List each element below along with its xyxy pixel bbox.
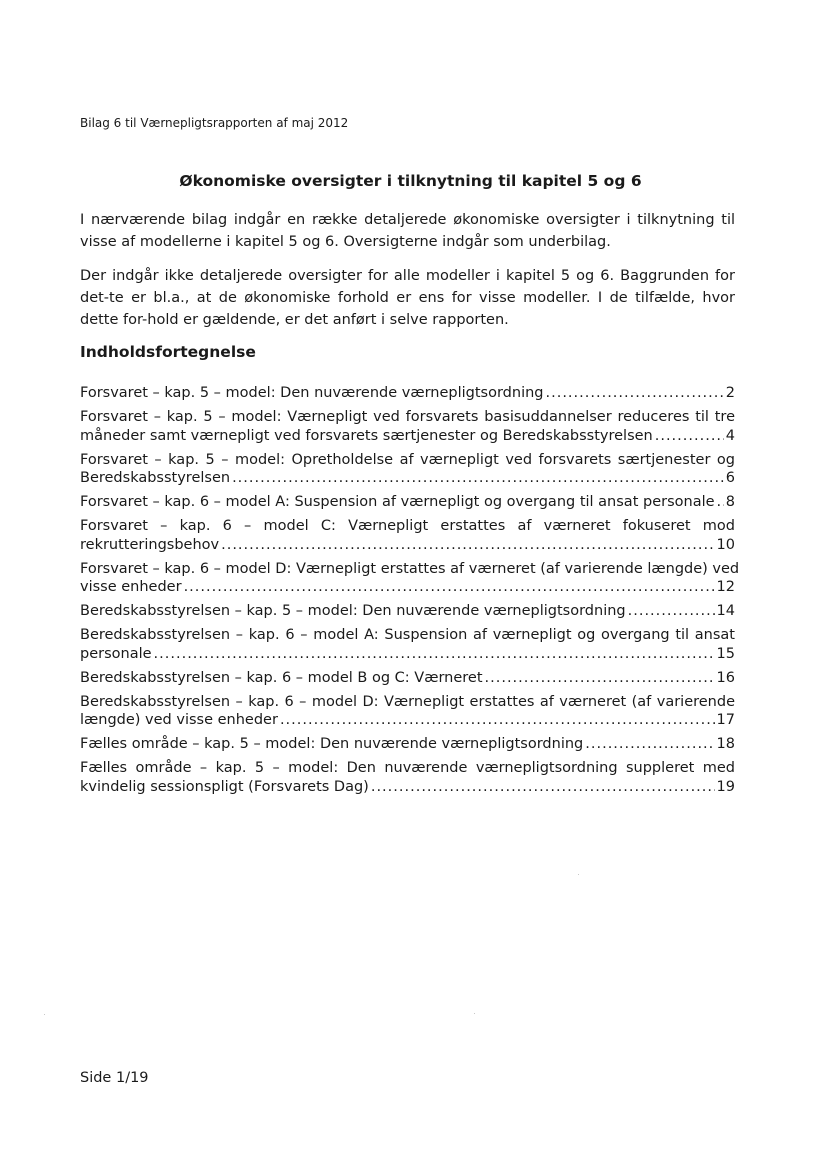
toc-entry[interactable] <box>80 759 735 796</box>
toc-entry-title: Beredskabsstyrelsen <box>80 470 231 486</box>
toc-leader-dots <box>546 384 724 403</box>
toc-entry-title-line1: Forsvaret – kap. 5 – model: Værnepligt ved forsvarets basisuddannelser reduceres til tre <box>80 409 735 425</box>
toc-entry-title: længde) ved visse enheder <box>80 712 278 728</box>
scan-speck <box>44 1014 45 1015</box>
toc-leader-dots <box>485 669 715 688</box>
toc-page-number: 12 <box>716 579 735 595</box>
toc-entry-title: måneder samt værnepligt ved forsvarets særtjenester og Beredskabsstyrelsen <box>80 427 653 444</box>
toc-page-number: 8 <box>725 494 735 510</box>
toc-entry-title: Fælles område – kap. 5 – model: Den nuværende værnepligtsordning <box>80 736 584 752</box>
page-footer: Side 1/19 <box>80 1070 149 1086</box>
toc-leader-dots <box>371 778 715 797</box>
toc-page-number: 2 <box>725 385 735 401</box>
toc-entry-title-line1: Fælles område – kap. 5 – model: Den nuværende værnepligtsordning suppleret med <box>80 760 735 776</box>
toc-entry-title: Beredskabsstyrelsen – kap. 6 – model B og C: Værneret <box>80 669 483 686</box>
scan-speck <box>578 874 579 875</box>
toc-entry-title: personale <box>80 645 152 662</box>
toc-entry[interactable] <box>80 517 735 554</box>
toc-entry-title: Forsvaret – kap. 6 – model A: Suspension af værnepligt og overgang til ansat personale <box>80 494 715 510</box>
toc-page-number: 4 <box>725 427 735 444</box>
toc-leader-dots <box>154 645 715 664</box>
toc-entry-title-line1: Forsvaret – kap. 6 – model D: Værnepligt erstattes af værneret (af varierende længde) ved <box>80 560 740 577</box>
intro-paragraph: I nærværende bilag indgår en række detaljerede økonomiske oversigter i tilknytning til visse af modellerne i kapitel 5 og 6. Oversigterne indgår som underbilag. <box>80 212 735 250</box>
toc-entry-title-line1: Forsvaret – kap. 5 – model: Opretholdelse af værnepligt ved forsvarets særtjenester og <box>80 451 735 468</box>
toc-entry-title-line1: Forsvaret – kap. 6 – model C: Værnepligt erstattes af værneret fokuseret mod <box>80 518 735 534</box>
toc-leader-dots <box>717 493 724 512</box>
toc-entry[interactable] <box>80 384 735 403</box>
toc-entry-title: Beredskabsstyrelsen – kap. 5 – model: Den nuværende værnepligtsordning <box>80 603 626 619</box>
toc-entry[interactable] <box>80 693 735 730</box>
toc-entry-title-line1: Beredskabsstyrelsen – kap. 6 – model D: Værnepligt erstattes af værneret (af varierende <box>80 693 735 710</box>
toc-leader-dots <box>232 469 724 488</box>
toc-leader-dots <box>280 711 715 730</box>
toc-leader-dots <box>184 578 715 597</box>
toc-entry[interactable] <box>80 735 735 754</box>
toc-entry-title: kvindelig sessionspligt (Forsvarets Dag) <box>80 778 369 795</box>
toc-leader-dots <box>585 735 714 754</box>
document-title: Økonomiske oversigter i tilknytning til kapitel 5 og 6 <box>179 172 642 190</box>
table-of-contents <box>80 384 740 802</box>
background-paragraph: Der indgår ikke detaljerede oversigter for alle modeller i kapitel 5 og 6. Baggrunden for det-te er bl.a., at de økonomiske forhold er ens for visse modeller. I de tilfælde, hvor dette for-hold er gældende, er det anført i selve rapporten. <box>80 268 735 328</box>
toc-page-number: 15 <box>716 645 735 662</box>
toc-entry-title: rekrutteringsbehov <box>80 536 220 553</box>
toc-page-number: 18 <box>716 736 735 752</box>
toc-leader-dots <box>221 536 714 555</box>
toc-page-number: 6 <box>725 470 735 486</box>
toc-entry-title: Forsvaret – kap. 5 – model: Den nuværende værnepligtsordning <box>80 385 544 401</box>
toc-entry[interactable] <box>80 493 735 512</box>
toc-entry[interactable] <box>80 602 735 621</box>
toc-entry[interactable] <box>80 560 740 597</box>
toc-leader-dots <box>655 427 724 446</box>
toc-page-number: 17 <box>716 712 735 728</box>
toc-entry[interactable] <box>80 626 735 663</box>
scan-speck <box>474 1013 475 1014</box>
toc-leader-dots <box>628 602 715 621</box>
toc-entry-title: visse enheder <box>80 579 182 595</box>
toc-heading: Indholdsfortegnelse <box>80 343 256 361</box>
toc-entry[interactable] <box>80 408 735 445</box>
toc-entry[interactable] <box>80 669 735 688</box>
toc-page-number: 16 <box>716 669 735 686</box>
toc-page-number: 19 <box>716 778 735 795</box>
header-note: Bilag 6 til Værnepligtsrapporten af maj 2012 <box>80 116 349 130</box>
toc-page-number: 10 <box>716 536 735 553</box>
toc-page-number: 14 <box>716 603 735 619</box>
toc-entry-title-line1: Beredskabsstyrelsen – kap. 6 – model A: Suspension af værnepligt og overgang til ansat <box>80 627 735 643</box>
toc-entry[interactable] <box>80 451 735 488</box>
